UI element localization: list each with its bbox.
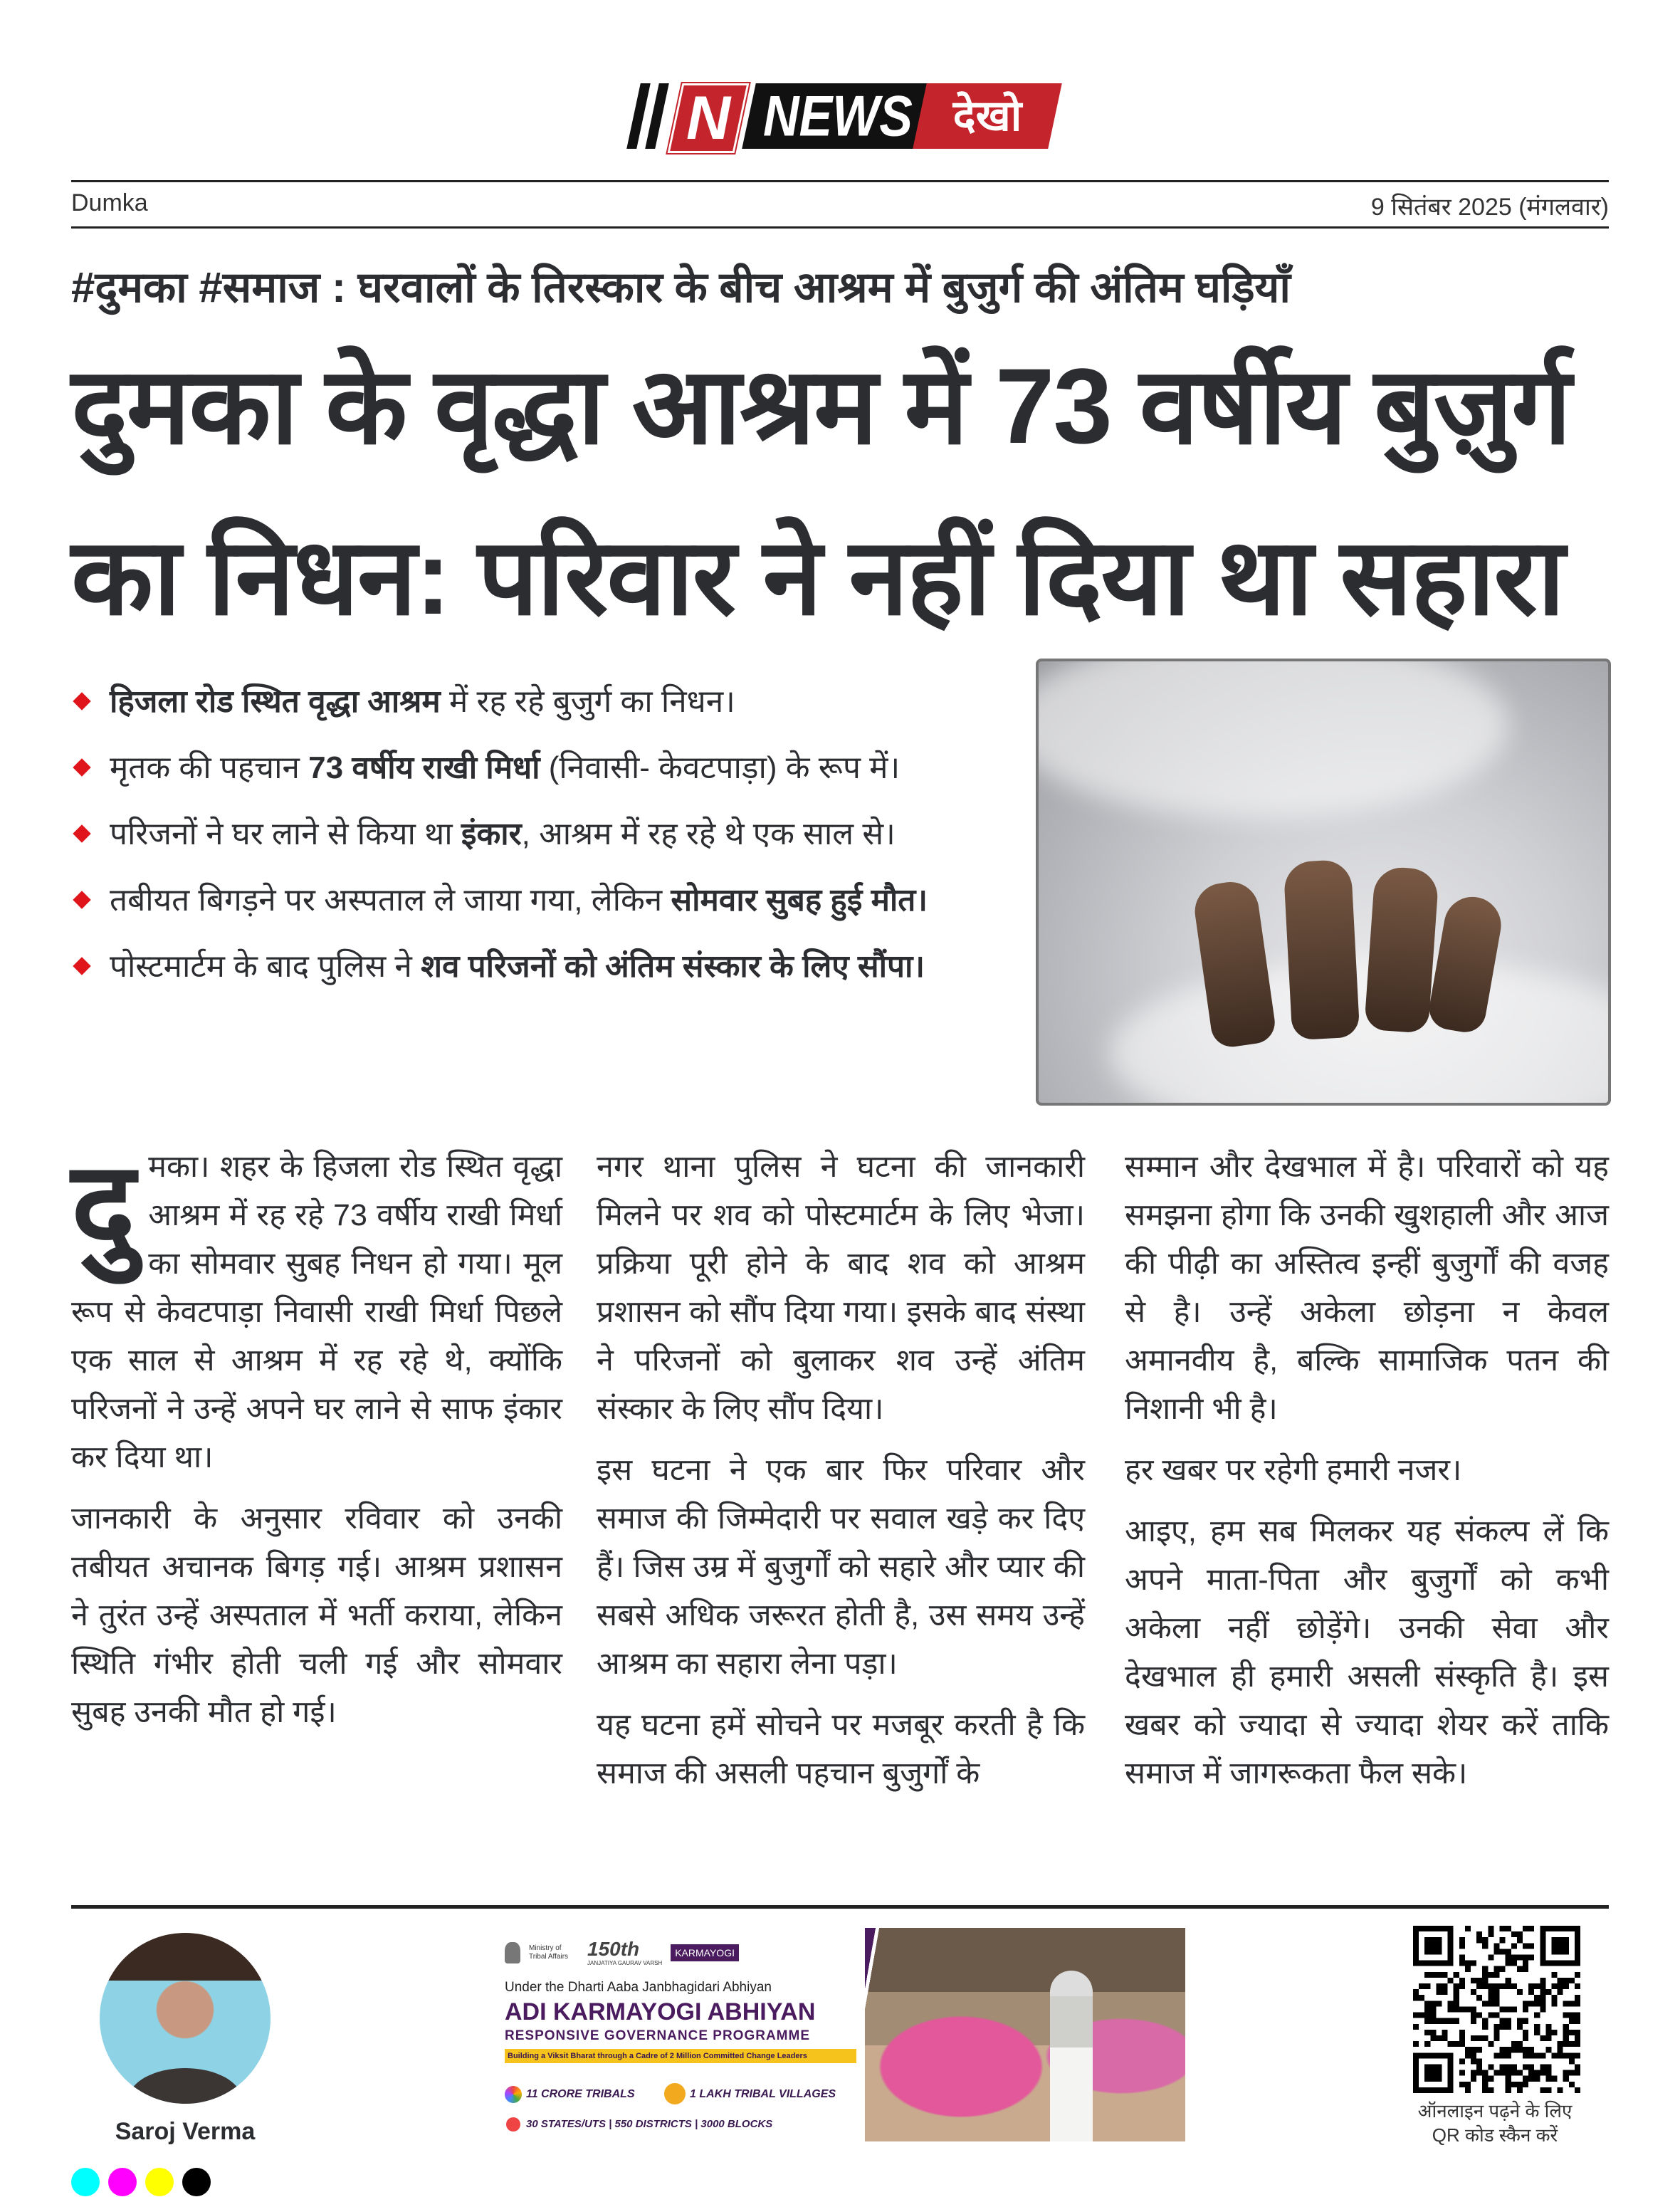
paragraph: यह घटना हमें सोचने पर मजबूर करती है कि समाज की असली पहचान बुजुर्गों के bbox=[597, 1708, 1085, 1790]
highlight-text: , आश्रम में रह रहे थे एक साल से। bbox=[521, 817, 896, 851]
paragraph: इस घटना ने एक बार फिर परिवार और समाज की जिम्मेदारी पर सवाल खड़े कर दिए हैं। जिस उम्र में बुजुर्गों को सहारे और प्यार की सबसे अधिक जरूरत होती है, उस समय उन्हें आश्रम का सहारा लेना पड़ा। bbox=[597, 1453, 1085, 1681]
author-name: Saroj Verma bbox=[115, 2118, 256, 2145]
author-avatar bbox=[100, 1933, 271, 2104]
paragraph: सम्मान और देखभाल में है। परिवारों को यह समझना होगा कि उनकी खुशहाली और आज की पीढ़ी का अस्तित्व इन्हीं बुजुर्गों की वजह से है। उन्हें अकेला छोड़ना न केवल अमानवीय है, बल्कि सामाजिक पतन की निशानी भी है। bbox=[1125, 1150, 1609, 1426]
qr-caption bbox=[1374, 2099, 1616, 2147]
highlight-bold-text: इंकार bbox=[461, 817, 522, 851]
highlight-text: परिजनों ने घर लाने से किया था bbox=[110, 817, 461, 851]
diamond-bullet-icon bbox=[73, 824, 90, 842]
highlight-text: में रह रहे बुजुर्ग का निधन। bbox=[440, 684, 735, 719]
article-photo bbox=[1036, 659, 1611, 1106]
article-headline bbox=[71, 320, 1623, 662]
advertisement-banner[interactable] bbox=[502, 1928, 861, 2143]
ad-stat: 30 STATES/UTS | 550 DISTRICTS | 3000 BLOCKS bbox=[526, 2118, 773, 2130]
finger bbox=[1283, 859, 1360, 1041]
article-column-2 bbox=[597, 1143, 1085, 1798]
ad-band: Building a Viksit Bharat through a Cadre of 2 Million Committed Change Leaders bbox=[505, 2049, 856, 2063]
paragraph: हर खबर पर रहेगी हमारी नजर। bbox=[1125, 1453, 1462, 1487]
highlight-bold-text: सोमवार सुबह हुई मौत। bbox=[671, 883, 928, 918]
paragraph: जानकारी के अनुसार रविवार को उनकी तबीयत अचानक बिगड़ गई। आश्रम प्रशासन ने तुरंत उन्हें अस्पताल में भर्ती कराया, लेकिन स्थिति गंभीर होती चली गई और सोमवार सुबह उनकी मौत हो गई। bbox=[71, 1501, 562, 1729]
article-column-3 bbox=[1125, 1143, 1609, 1810]
highlight-item bbox=[71, 675, 961, 729]
paragraph: नगर थाना पुलिस ने घटना की जानकारी मिलने पर शव को पोस्टमार्टम के लिए भेजा। प्रक्रिया पूरी होने के बाद शव को आश्रम प्रशासन को सौंप दिया गया। इसके बाद संस्था ने परिजनों को बुलाकर शव उन्हें अंतिम संस्कार के लिए सौंप दिया। bbox=[597, 1150, 1085, 1426]
paragraph: आइए, हम सब मिलकर यह संकल्प लें कि अपने माता-पिता और बुजुर्गों को कभी अकेला नहीं छोड़ेंगे। उनकी सेवा और देखभाल ही हमारी असली संस्कृति है। इस खबर को ज्यादा से ज्यादा शेयर करें ताकि समाज में जागरूकता फैल सके। bbox=[1125, 1514, 1609, 1790]
footer-rule bbox=[71, 1905, 1609, 1909]
qr-code[interactable] bbox=[1413, 1926, 1580, 2093]
diamond-bullet-icon bbox=[73, 957, 90, 975]
highlight-text: तबीयत बिगड़ने पर अस्पताल ले जाया गया, लेकिन bbox=[110, 883, 671, 918]
print-mark-cyan bbox=[71, 2168, 100, 2196]
emblem-icon bbox=[505, 1942, 520, 1963]
ad-title: ADI KARMAYOGI ABHIYAN bbox=[505, 1998, 816, 2025]
anniversary-number: 150th bbox=[587, 1938, 640, 1960]
highlight-text: मृतक की पहचान bbox=[110, 750, 309, 785]
headline-line: का निधन: परिवार ने नहीं दिया था सहारा bbox=[71, 517, 1564, 636]
highlight-text: पोस्टमार्टम के बाद पुलिस ने bbox=[110, 949, 421, 984]
village-icon bbox=[664, 2083, 686, 2104]
highlight-bold-text: 73 वर्षीय राखी मिर्धा bbox=[308, 750, 540, 785]
location-label: Dumka bbox=[71, 189, 148, 216]
logo-news-box bbox=[742, 83, 934, 149]
print-mark-yellow bbox=[145, 2168, 174, 2196]
headline-line: दुमका के वृद्धा आश्रम में 73 वर्षीय बुज़ुर्ग bbox=[71, 346, 1570, 466]
ad-stat: 11 CRORE TRIBALS bbox=[526, 2088, 635, 2100]
highlight-item bbox=[71, 874, 961, 928]
map-pin-icon bbox=[506, 2117, 520, 2132]
highlight-bold-text: हिजला रोड स्थित वृद्धा आश्रम bbox=[110, 684, 441, 719]
logo-hindi-box bbox=[913, 83, 1062, 149]
logo-hindi: देखो bbox=[952, 92, 1022, 140]
anniversary-caption: JANJATIYA GAURAV VARSH bbox=[587, 1960, 663, 1966]
drop-cap: दु bbox=[71, 1138, 136, 1274]
ad-under: Under the Dharti Aaba Janbhagidari Abhiyan bbox=[505, 1980, 772, 1995]
print-mark-magenta bbox=[108, 2168, 137, 2196]
highlight-item bbox=[71, 807, 961, 861]
article-kicker: #दुमका #समाज : घरवालों के तिरस्कार के बीच आश्रम में बुजुर्ग की अंतिम घड़ियाँ bbox=[71, 263, 1291, 311]
date-rule bbox=[71, 226, 1609, 229]
ad-logos bbox=[505, 1931, 739, 1975]
print-mark-black bbox=[182, 2168, 211, 2196]
ministry-label: Ministry of Tribal Affairs bbox=[529, 1944, 569, 1961]
logo-word: NEWS bbox=[763, 84, 913, 148]
highlight-item bbox=[71, 940, 961, 994]
qr-caption-line: ऑनलाइन पढ़ने के लिए bbox=[1417, 2100, 1573, 2122]
newsdekho-logo[interactable] bbox=[626, 82, 1082, 153]
finger bbox=[1364, 866, 1439, 1034]
article-column-1 bbox=[71, 1138, 562, 1749]
date-label: 9 सितंबर 2025 (मंगलवार) bbox=[1370, 194, 1609, 221]
ad-photo bbox=[865, 1928, 1185, 2141]
ad-stat: 1 LAKH TRIBAL VILLAGES bbox=[690, 2088, 836, 2100]
diamond-bullet-icon bbox=[73, 692, 90, 710]
diamond-bullet-icon bbox=[73, 891, 90, 908]
logo-n-box bbox=[668, 83, 750, 153]
qr-caption-line: QR कोड स्कैन करें bbox=[1432, 2124, 1558, 2146]
top-rule bbox=[71, 180, 1609, 182]
highlight-item bbox=[71, 741, 961, 795]
anniversary-logo bbox=[587, 1939, 662, 1967]
karmayogi-logo: KARMAYOGI bbox=[671, 1944, 739, 1961]
paragraph: मका। शहर के हिजला रोड स्थित वृद्धा आश्रम में रह रहे 73 वर्षीय राखी मिर्धा का सोमवार सुबह निधन हो गया। मूल रूप से केवटपाड़ा निवासी राखी मिर्धा पिछले एक साल से आश्रम में रह रहे थे, क्योंकि परिजनों ने उन्हें अपने घर लाने से साफ इंकार कर दिया था। bbox=[71, 1150, 562, 1474]
people-icon bbox=[505, 2086, 522, 2103]
logo-letter: N bbox=[686, 84, 731, 152]
diamond-bullet-icon bbox=[73, 758, 90, 776]
highlight-bold-text: शव परिजनों को अंतिम संस्कार के लिए सौंपा। bbox=[421, 949, 925, 984]
highlight-text: (निवासी- केवटपाड़ा) के रूप में। bbox=[540, 750, 901, 785]
logo-stripe bbox=[645, 83, 669, 149]
ad-subtitle: RESPONSIVE GOVERNANCE PROGRAMME bbox=[505, 2028, 810, 2043]
highlights-list bbox=[71, 675, 961, 1006]
